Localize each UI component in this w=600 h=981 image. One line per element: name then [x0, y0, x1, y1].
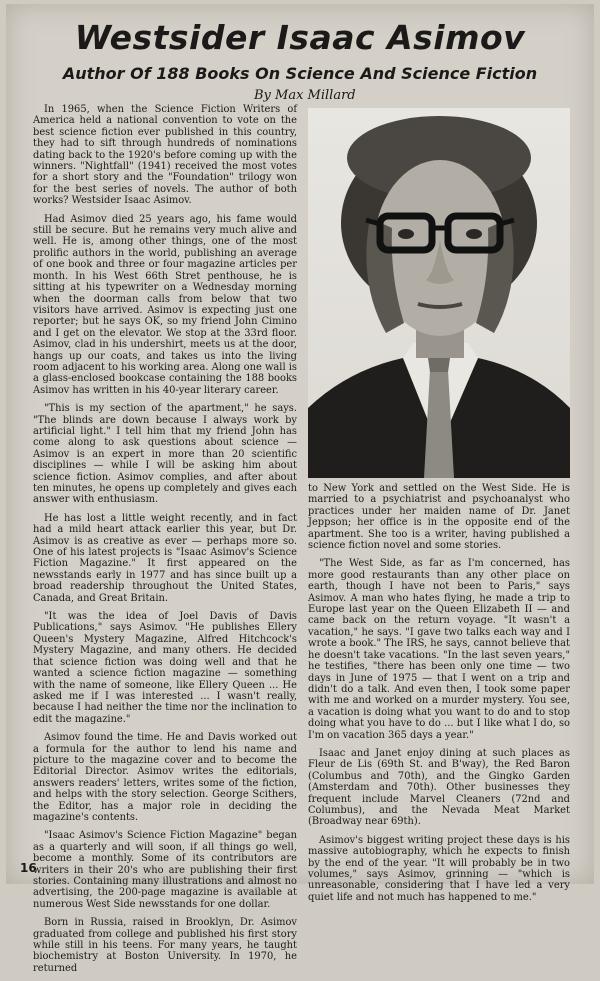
paragraph: Asimov found the time. He and Davis worked out a formula for the author to lend his name and picture to the magazine cover and to become the Editorial Director. Asimov writes the editorials, answers readers' letters, writes some of the fiction, and helps with the story selection. George Scithers, the Editor, has a major role in deciding the magazine's contents. — [33, 732, 297, 823]
article-subhead: Author Of 188 Books On Science And Science Fiction — [62, 64, 538, 83]
portrait-photo — [308, 108, 570, 478]
paragraph: Asimov's biggest writing project these days is his massive autobiography, which he expects to finish by the end of the year. "It will probably be in two volumes," says Asimov, grinning — "which is unreasonable, considering that I have led a very quiet life and not much has happened to me." — [308, 834, 570, 903]
portrait-icon — [308, 108, 570, 478]
paragraph: He has lost a little weight recently, and in fact had a mild heart attack earlier this year, but Dr. Asimov is as creative as ever — perhaps more so. One of his latest projects is "Isaac Asimov's Science Fiction Magazine." It first appeared on the newsstands early in 1977 and has since built up a broad readership throughout the United States, Canada, and Great Britain. — [33, 512, 297, 604]
article-headline: Westsider Isaac Asimov — [74, 18, 526, 57]
right-column — [308, 483, 570, 910]
paragraph: "Isaac Asimov's Science Fiction Magazine" began as a quarterly and will soon, if all things go well, become a monthly. Some of its contributors are writers in their 20's who are publishing their first stories. Containing many illustrations and almost no advertising, the 200-page magazine is available at numerous West Side newsstands for one dollar. — [33, 830, 297, 910]
page-number: 16 — [20, 861, 37, 875]
newspaper-page — [6, 4, 594, 974]
paragraph: "This is my section of the apartment," he says. "The blinds are down because I always work by artificial light." I tell him that my friend John has come along to ask questions about science — Asimov is an expert in more than 20 scientific disciplines — while I will be asking him about science fiction. Asimov complies, and after about ten minutes, he opens up completely and gives each answer with enthusiasm. — [33, 403, 297, 506]
paragraph: to New York and settled on the West Side. He is married to a psychiatrist and psychoanalyst who practices under her maiden name of Dr. Janet Jeppson; her office is in the opposite end of the apartment. She too is a writer, having published a science fiction novel and some stories. — [308, 483, 570, 552]
left-column — [33, 104, 297, 981]
paragraph: "The West Side, as far as I'm concerned, has more good restaurants than any other place on earth, though I have not been to Paris," says Asimov. A man who hates flying, he made a trip to Europe last year on the Queen Elizabeth II — and came back on the return voyage. "It wasn't a vacation," he says. "I gave two talks each way and I wrote a book." The IRS, he says, cannot believe that he doesn't take vacations. "In the last seven years," he testifies, "there has been only one time — two days in June of 1975 — that I went on a trip and didn't do a talk. And even then, I took some paper with me and worked on a murder mystery. You see, a vacation is doing what you want to do and to stop doing what you have to do ... but I like what I do, so I'm on vacation 365 days a year." — [308, 558, 570, 741]
paragraph: Isaac and Janet enjoy dining at such places as Fleur de Lis (69th St. and B'way), the Red Baron (Columbus and 70th), and the Gingko Garden (Amsterdam and 70th). Other businesses they frequent include Marvel Cleaners (72nd and Columbus), and the Nevada Meat Market (Broadway near 69th). — [308, 747, 570, 828]
paragraph: In 1965, when the Science Fiction Writers of America held a national convention to vote on the best science fiction ever published in this country, they had to sift through hundreds of nominations dating back to the 1920's before coming up with the winners. "Nightfall" (1941) received the most votes for a short story and the "Foundation" trilogy won for the best series of novels. The author of both works? Westsider Isaac Asimov. — [33, 104, 297, 207]
paragraph: "It was the idea of Joel Davis of Davis Publications," says Asimov. "He publishes Ellery Queen's Mystery Magazine, Alfred Hitchcock's Mystery Magazine, and many others. He decided that science fiction was doing well and that he wanted a science fiction magazine — something with the name of someone, like Ellery Queen ... He asked me if I was interested ... I wasn't really, because I had neither the time nor the inclination to edit the magazine." — [33, 611, 297, 725]
paragraph: Had Asimov died 25 years ago, his fame would still be secure. But he remains very much alive and well. He is, among other things, one of the most prolific authors in the world, publishing an average of one book and three or four magazine articles per month. In his West 66th Stret penthouse, he is sitting at his typewriter on a Wednesday morning when the doorman calls from below that two visitors have arrived. Asimov is expecting just one reporter; but he says OK, so my friend John Cimino and I get on the elevator. We stop at the 33rd floor. Asimov, clad in his undershirt, meets us at the door, hangs up our coats, and takes us into the living room adjacent to his working area. Along one wall is a glass-enclosed bookcase containing the 188 books Asimov has written in his 40-year literary career. — [33, 213, 297, 396]
article-byline: By Max Millard — [254, 88, 356, 103]
paragraph: Born in Russia, raised in Brooklyn, Dr. Asimov graduated from college and published his first story while still in his teens. For many years, he taught biochemistry at Boston University. In 1970, he returned — [33, 917, 297, 974]
